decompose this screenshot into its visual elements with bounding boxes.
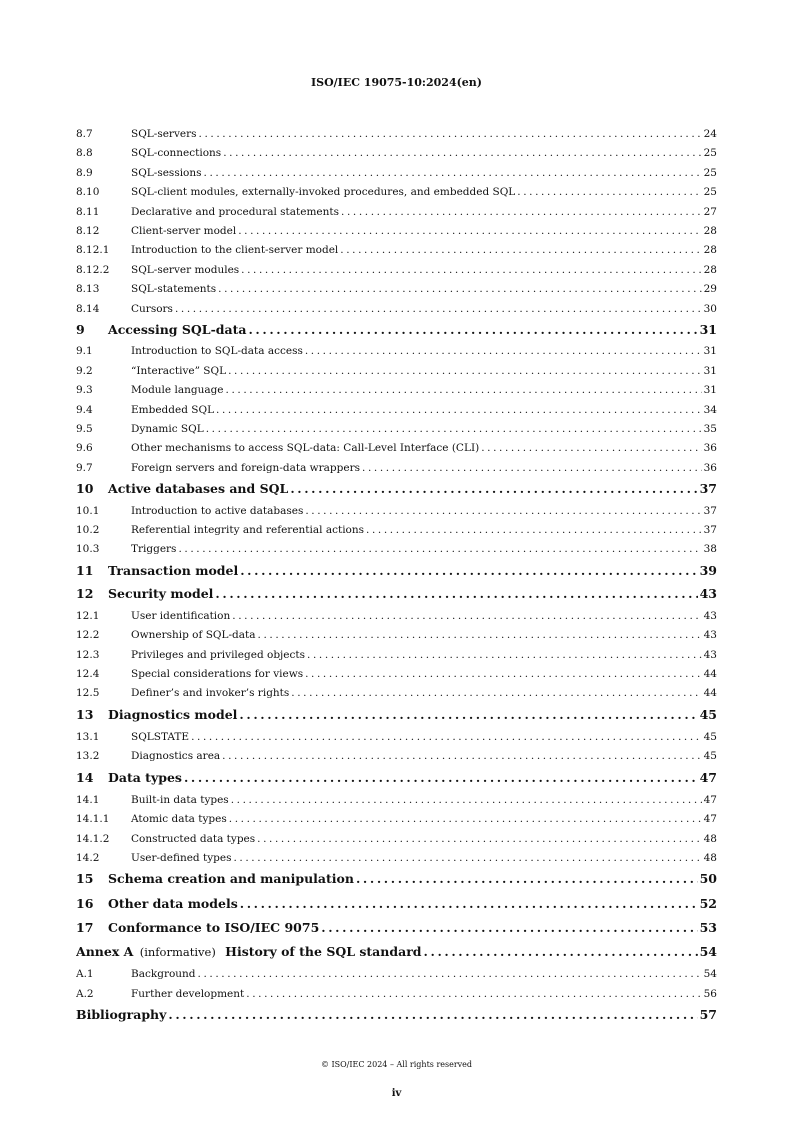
- entry-number: 9.2: [76, 364, 93, 377]
- toc-subclause-entry[interactable]: [76, 442, 717, 461]
- leader-dots: [255, 833, 701, 845]
- entry-title: Declarative and procedural statements: [131, 205, 340, 218]
- entry-title: Schema creation and manipulation: [108, 871, 354, 887]
- entry-number: 9.5: [76, 422, 93, 435]
- leader-dots: [238, 896, 698, 911]
- toc-annex-entry[interactable]: [76, 944, 717, 968]
- entry-title: Triggers: [131, 543, 177, 556]
- entry-page: 45: [703, 750, 717, 763]
- entry-number: 8.13: [76, 283, 100, 296]
- entry-number: 9.7: [76, 461, 93, 474]
- entry-title: User-defined types: [131, 852, 232, 865]
- entry-page: 31: [703, 364, 717, 377]
- toc-subclause-entry[interactable]: [76, 649, 717, 668]
- entry-page: 53: [699, 919, 717, 935]
- entry-page: 37: [699, 481, 717, 497]
- entry-number: 9.4: [76, 403, 93, 416]
- leader-dots: [360, 462, 702, 474]
- annex-page: 54: [699, 944, 717, 960]
- toc-subclause-entry[interactable]: [76, 206, 717, 225]
- entry-title: SQL-sessions: [131, 166, 202, 179]
- toc-subclause-entry[interactable]: [76, 731, 717, 750]
- entry-number: 17: [76, 919, 94, 935]
- entry-title: Introduction to the client-server model: [131, 244, 339, 257]
- leader-dots: [166, 1007, 697, 1022]
- leader-dots: [227, 813, 702, 825]
- toc-subclause-entry[interactable]: [76, 345, 717, 364]
- entry-title: User identification: [131, 609, 231, 622]
- leader-dots: [319, 920, 697, 935]
- toc-subclause-entry[interactable]: [76, 833, 717, 852]
- entry-page: 47: [699, 769, 717, 785]
- entry-number: 8.12: [76, 224, 100, 237]
- entry-page: 36: [703, 442, 717, 455]
- entry-number: A.1: [76, 968, 94, 981]
- toc-subclause-entry[interactable]: [76, 687, 717, 706]
- entry-number: 8.9: [76, 166, 93, 179]
- toc-clause-entry[interactable]: [76, 322, 717, 346]
- entry-title: Diagnostics area: [131, 750, 221, 763]
- leader-dots: [354, 871, 698, 886]
- entry-title: SQL-client modules, externally-invoked procedures, and embedded SQL: [131, 186, 516, 199]
- toc-clause-entry[interactable]: [76, 871, 717, 895]
- entry-title: Data types: [108, 769, 182, 785]
- leader-dots: [305, 649, 702, 661]
- entry-number: 9.1: [76, 345, 93, 358]
- entry-title: Transaction model: [108, 562, 239, 578]
- entry-title: Client-server model: [131, 224, 237, 237]
- leader-dots: [202, 167, 702, 179]
- entry-page: 52: [699, 895, 717, 911]
- toc-subclause-entry[interactable]: [76, 750, 717, 769]
- leader-dots: [479, 442, 701, 454]
- entry-page: 25: [703, 147, 717, 160]
- toc-subclause-entry[interactable]: [76, 384, 717, 403]
- entry-page: 37: [703, 524, 717, 537]
- document-header: ISO/IEC 19075-10:2024(en): [310, 76, 483, 89]
- entry-title: SQL-statements: [131, 283, 217, 296]
- leader-dots: [176, 543, 701, 555]
- toc-clause-entry[interactable]: [76, 481, 717, 505]
- toc-subclause-entry[interactable]: [76, 167, 717, 186]
- table-of-contents: [76, 128, 717, 1031]
- entry-number: 10.2: [76, 524, 100, 537]
- entry-page: 35: [703, 422, 717, 435]
- entry-title: Introduction to SQL-data access: [131, 345, 303, 358]
- leader-dots: [303, 345, 702, 357]
- entry-title: SQL-connections: [131, 147, 222, 160]
- entry-title: Other mechanisms to access SQL-data: Call-Level Interface (CLI): [131, 442, 480, 455]
- entry-number: 10: [76, 481, 94, 497]
- toc-clause-entry[interactable]: [76, 770, 717, 794]
- entry-number: 14.2: [76, 852, 100, 865]
- entry-number: 12.1: [76, 609, 100, 622]
- leader-dots: [230, 610, 701, 622]
- toc-subclause-entry[interactable]: [76, 610, 717, 629]
- annex-kind: (informative): [139, 945, 216, 960]
- entry-number: 12.3: [76, 648, 100, 661]
- leader-dots: [288, 481, 697, 496]
- entry-title: Active databases and SQL: [108, 481, 289, 497]
- toc-annex-item[interactable]: [76, 988, 717, 1007]
- entry-title: Referential integrity and referential actions: [131, 524, 365, 537]
- entry-page: 43: [703, 648, 717, 661]
- entry-page: 44: [703, 687, 717, 700]
- annex-title: History of the SQL standard: [225, 944, 422, 960]
- entry-number: 8.8: [76, 147, 93, 160]
- entry-title: “Interactive” SQL: [131, 364, 227, 377]
- entry-number: 14.1.1: [76, 813, 110, 826]
- leader-dots: [229, 794, 702, 806]
- leader-dots: [239, 264, 701, 276]
- entry-page: 27: [703, 205, 717, 218]
- leader-dots: [182, 770, 698, 785]
- leader-dots: [220, 750, 701, 762]
- entry-number: 10.3: [76, 543, 100, 556]
- entry-page: 36: [703, 461, 717, 474]
- leader-dots: [231, 852, 701, 864]
- leader-dots: [196, 968, 702, 980]
- entry-page: 45: [703, 730, 717, 743]
- toc-subclause-entry[interactable]: [76, 264, 717, 283]
- entry-number: 8.11: [76, 205, 100, 218]
- entry-title: Privileges and privileged objects: [131, 648, 306, 661]
- entry-page: 56: [703, 987, 717, 1000]
- entry-number: 14: [76, 769, 94, 785]
- toc-bibliography-entry[interactable]: [76, 1007, 717, 1031]
- leader-dots: [216, 283, 701, 295]
- entry-page: 45: [699, 706, 717, 722]
- entry-page: 29: [703, 283, 717, 296]
- leader-dots: [213, 586, 697, 601]
- leader-dots: [303, 668, 702, 680]
- entry-number: 12.5: [76, 687, 100, 700]
- leader-dots: [226, 365, 702, 377]
- entry-title: Built-in data types: [131, 793, 229, 806]
- entry-number: 8.12.2: [76, 263, 110, 276]
- entry-number: 8.7: [76, 128, 93, 140]
- entry-title: Constructed data types: [131, 832, 256, 845]
- entry-number: 8.10: [76, 186, 100, 199]
- entry-title: Definer’s and invoker’s rights: [131, 687, 290, 700]
- leader-dots: [246, 322, 697, 337]
- toc-subclause-entry[interactable]: [76, 303, 717, 322]
- leader-dots: [339, 206, 702, 218]
- entry-page: 47: [703, 793, 717, 806]
- leader-dots: [422, 944, 698, 959]
- entry-page: 24: [703, 128, 717, 140]
- toc-subclause-entry[interactable]: [76, 186, 717, 205]
- toc-subclause-entry[interactable]: [76, 365, 717, 384]
- toc-subclause-entry[interactable]: [76, 524, 717, 543]
- leader-dots: [515, 186, 701, 198]
- entry-number: 11: [76, 562, 94, 578]
- entry-number: 16: [76, 895, 94, 911]
- entry-page: 25: [703, 166, 717, 179]
- entry-number: 14.1.2: [76, 832, 110, 845]
- entry-page: 31: [703, 345, 717, 358]
- toc-subclause-entry[interactable]: [76, 225, 717, 244]
- entry-title: Security model: [108, 586, 214, 602]
- toc-subclause-entry[interactable]: [76, 404, 717, 423]
- entry-page: 38: [703, 543, 717, 556]
- entry-title: Accessing SQL-data: [108, 321, 247, 337]
- entry-title: SQL-servers: [131, 128, 197, 140]
- entry-number: 14.1: [76, 793, 100, 806]
- leader-dots: [197, 128, 702, 140]
- entry-title: Introduction to active databases: [131, 504, 304, 517]
- entry-title: Diagnostics model: [108, 706, 238, 722]
- entry-title: Cursors: [131, 302, 173, 315]
- entry-title: Background: [131, 968, 196, 981]
- entry-number: 13: [76, 706, 94, 722]
- entry-title: Other data models: [108, 895, 238, 911]
- entry-title: Ownership of SQL-data: [131, 629, 256, 642]
- leader-dots: [238, 563, 697, 578]
- entry-title: Embedded SQL: [131, 403, 215, 416]
- leader-dots: [204, 423, 702, 435]
- toc-clause-entry[interactable]: [76, 920, 717, 944]
- leader-dots: [338, 244, 701, 256]
- entry-title: Atomic data types: [131, 813, 227, 826]
- entry-page: 28: [703, 244, 717, 257]
- toc-annex-item[interactable]: [76, 968, 717, 987]
- entry-number: 9: [76, 321, 85, 337]
- entry-page: 43: [703, 629, 717, 642]
- entry-page: 48: [703, 832, 717, 845]
- entry-number: 8.14: [76, 302, 100, 315]
- entry-number: 12: [76, 586, 94, 602]
- leader-dots: [221, 147, 701, 159]
- toc-subclause-entry[interactable]: [76, 283, 717, 302]
- leader-dots: [236, 225, 701, 237]
- leader-dots: [303, 505, 701, 517]
- entry-number: 9.3: [76, 384, 93, 397]
- entry-number: 12.4: [76, 667, 100, 680]
- entry-page: 43: [699, 586, 717, 602]
- toc-subclause-entry[interactable]: [76, 543, 717, 562]
- entry-title: Special considerations for views: [131, 667, 304, 680]
- entry-page: 34: [703, 403, 717, 416]
- toc-clause-entry[interactable]: [76, 586, 717, 610]
- toc-clause-entry[interactable]: [76, 707, 717, 731]
- bibliography-title: Bibliography: [76, 1007, 167, 1023]
- entry-title: Module language: [131, 384, 224, 397]
- entry-page: 39: [699, 562, 717, 578]
- entry-page: 25: [703, 186, 717, 199]
- entry-number: 15: [76, 871, 94, 887]
- toc-subclause-entry[interactable]: [76, 462, 717, 481]
- entry-title: Further development: [131, 987, 245, 1000]
- entry-page: 43: [703, 609, 717, 622]
- entry-number: 13.1: [76, 730, 100, 743]
- entry-number: 12.2: [76, 629, 100, 642]
- toc-clause-entry[interactable]: [76, 563, 717, 587]
- toc-subclause-entry[interactable]: [76, 423, 717, 442]
- entry-number: 10.1: [76, 504, 100, 517]
- entry-page: 47: [703, 813, 717, 826]
- leader-dots: [256, 629, 702, 641]
- entry-page: 30: [703, 302, 717, 315]
- entry-title: SQLSTATE: [131, 730, 190, 743]
- page-number: iv: [391, 1088, 402, 1099]
- bibliography-page: 57: [699, 1007, 717, 1023]
- entry-title: Foreign servers and foreign-data wrappers: [131, 461, 361, 474]
- entry-page: 31: [703, 384, 717, 397]
- entry-page: 37: [703, 504, 717, 517]
- entry-page: 28: [703, 263, 717, 276]
- toc-subclause-entry[interactable]: [76, 147, 717, 166]
- toc-subclause-entry[interactable]: [76, 813, 717, 832]
- entry-number: A.2: [76, 987, 94, 1000]
- annex-label: Annex A: [76, 944, 134, 960]
- toc-clause-entry[interactable]: [76, 896, 717, 920]
- leader-dots: [364, 524, 702, 536]
- copyright-notice: © ISO/IEC 2024 – All rights reserved: [320, 1060, 473, 1069]
- leader-dots: [289, 687, 701, 699]
- entry-number: 13.2: [76, 750, 100, 763]
- leader-dots: [237, 707, 697, 722]
- entry-title: Conformance to ISO/IEC 9075: [108, 919, 320, 935]
- toc-subclause-entry[interactable]: [76, 128, 717, 147]
- entry-title: SQL-server modules: [131, 263, 240, 276]
- leader-dots: [214, 404, 702, 416]
- leader-dots: [189, 731, 702, 743]
- entry-page: 44: [703, 667, 717, 680]
- leader-dots: [173, 303, 702, 315]
- entry-title: Dynamic SQL: [131, 422, 204, 435]
- toc-subclause-entry[interactable]: [76, 629, 717, 648]
- entry-page: 28: [703, 224, 717, 237]
- entry-page: 31: [699, 321, 717, 337]
- toc-subclause-entry[interactable]: [76, 668, 717, 687]
- toc-subclause-entry[interactable]: [76, 852, 717, 871]
- entry-number: 8.12.1: [76, 244, 110, 257]
- toc-subclause-entry[interactable]: [76, 505, 717, 524]
- entry-page: 48: [703, 852, 717, 865]
- leader-dots: [224, 384, 702, 396]
- toc-subclause-entry[interactable]: [76, 244, 717, 263]
- toc-subclause-entry[interactable]: [76, 794, 717, 813]
- entry-number: 9.6: [76, 442, 93, 455]
- entry-page: 50: [699, 871, 717, 887]
- leader-dots: [244, 988, 701, 1000]
- entry-page: 54: [703, 968, 717, 981]
